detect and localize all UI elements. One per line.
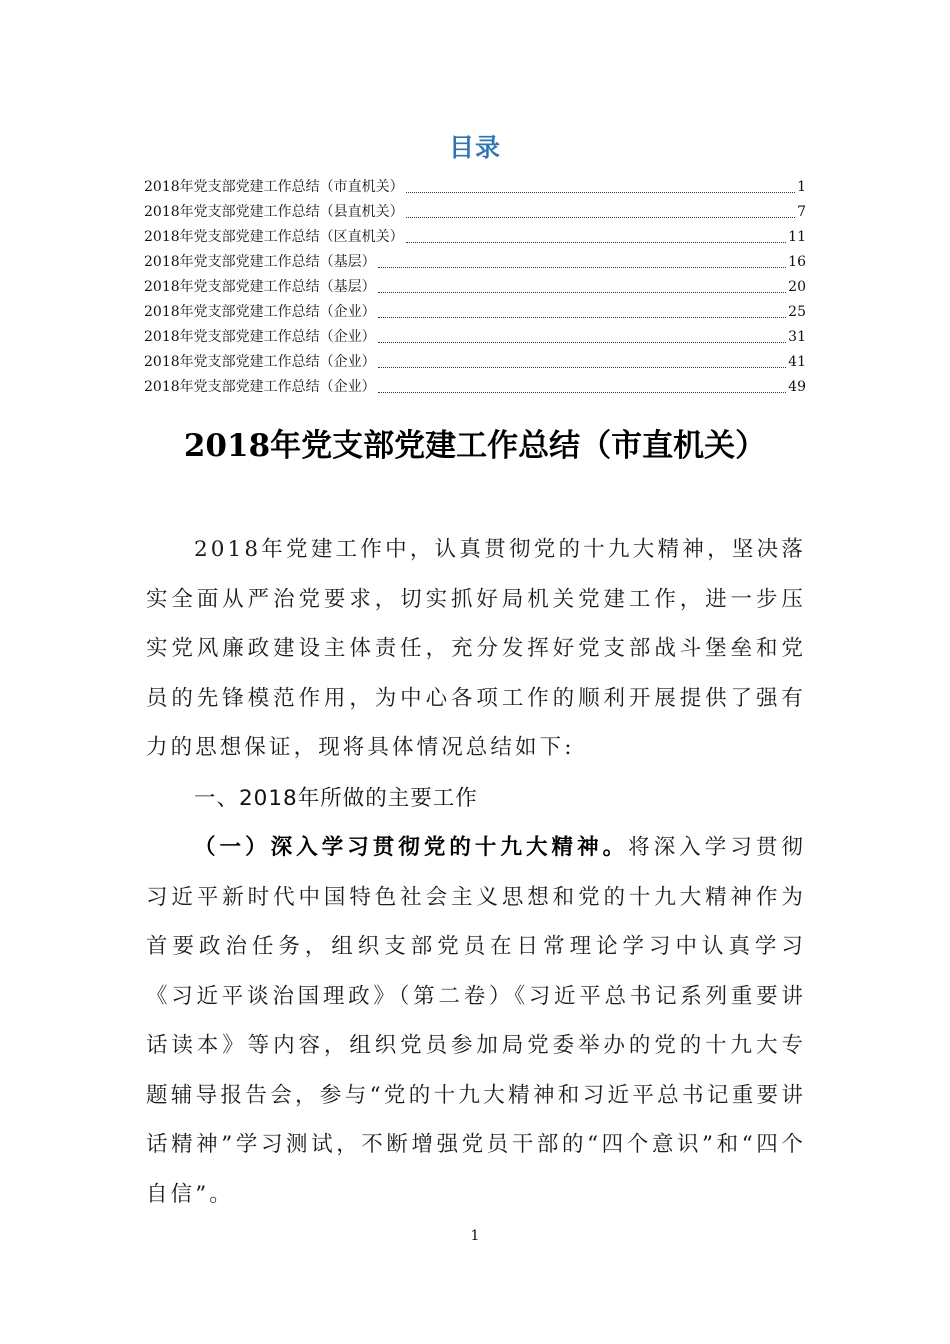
toc-leader-dots — [378, 316, 787, 318]
toc-leader-dots — [378, 366, 787, 368]
toc-entry-text: 2018年党支部党建工作总结（县直机关） — [144, 204, 404, 220]
toc-entry-page: 25 — [788, 304, 806, 320]
toc-title: 目录 — [448, 133, 501, 162]
table-of-contents — [144, 175, 806, 400]
toc-leader-dots — [406, 216, 795, 218]
toc-entry-text: 2018年党支部党建工作总结（基层） — [144, 279, 376, 295]
section-paragraph — [146, 823, 806, 1219]
toc-entry-page: 31 — [788, 329, 806, 345]
toc-entry[interactable] — [144, 225, 806, 250]
section-heading: 一、2018年所做的主要工作 — [194, 786, 478, 811]
toc-leader-dots — [378, 266, 787, 268]
toc-entry-page: 11 — [788, 229, 806, 245]
toc-entry-page: 20 — [788, 279, 806, 295]
page-number: 1 — [470, 1228, 480, 1244]
toc-entry[interactable] — [144, 275, 806, 300]
toc-leader-dots — [406, 241, 787, 243]
toc-entry[interactable] — [144, 300, 806, 325]
toc-leader-dots — [378, 341, 787, 343]
toc-entry-text: 2018年党支部党建工作总结（市直机关） — [144, 179, 404, 195]
toc-entry-page: 7 — [797, 204, 806, 220]
toc-entry[interactable] — [144, 375, 806, 400]
toc-entry[interactable] — [144, 350, 806, 375]
section-lead: （一）深入学习贯彻党的十九大精神。 — [194, 835, 629, 860]
toc-entry-text: 2018年党支部党建工作总结（企业） — [144, 329, 376, 345]
document-title: 2018年党支部党建工作总结（市直机关） — [183, 428, 767, 464]
toc-entry-page: 41 — [788, 354, 806, 370]
toc-entry-text: 2018年党支部党建工作总结（企业） — [144, 379, 376, 395]
toc-entry-text: 2018年党支部党建工作总结（基层） — [144, 254, 376, 270]
toc-entry[interactable] — [144, 325, 806, 350]
toc-entry-page: 16 — [788, 254, 806, 270]
toc-entry-page: 49 — [788, 379, 806, 395]
intro-paragraph: 2018年党建工作中，认真贯彻党的十九大精神，坚决落实全面从严治党要求，切实抓好局机关党建工作，进一步压实党风廉政建设主体责任，充分发挥好党支部战斗堡垒和党员的先锋模范作用，为中心各项工作的顺利开展提供了强有力的思想保证，现将具体情况总结如下: — [146, 537, 806, 760]
toc-entry-text: 2018年党支部党建工作总结（企业） — [144, 354, 376, 370]
toc-entry[interactable] — [144, 200, 806, 225]
toc-leader-dots — [378, 391, 787, 393]
toc-entry[interactable] — [144, 250, 806, 275]
toc-entry-text: 2018年党支部党建工作总结（企业） — [144, 304, 376, 320]
toc-entry[interactable] — [144, 175, 806, 200]
toc-entry-page: 1 — [797, 179, 806, 195]
toc-leader-dots — [378, 291, 787, 293]
section-body: 将深入学习贯彻习近平新时代中国特色社会主义思想和党的十九大精神作为首要政治任务，组织支部党员在日常理论学习中认真学习《习近平谈治国理政》（第二卷）《习近平总书记系列重要讲话读本》等内容，组织党员参加局党委举办的党的十九大专题辅导报告会，参与“党的十九大精神和习近平总书记重要讲话精神”学习测试，不断增强党员干部的“四个意识”和“四个自信”。 — [146, 835, 807, 1207]
toc-entry-text: 2018年党支部党建工作总结（区直机关） — [144, 229, 404, 245]
toc-leader-dots — [406, 191, 795, 193]
